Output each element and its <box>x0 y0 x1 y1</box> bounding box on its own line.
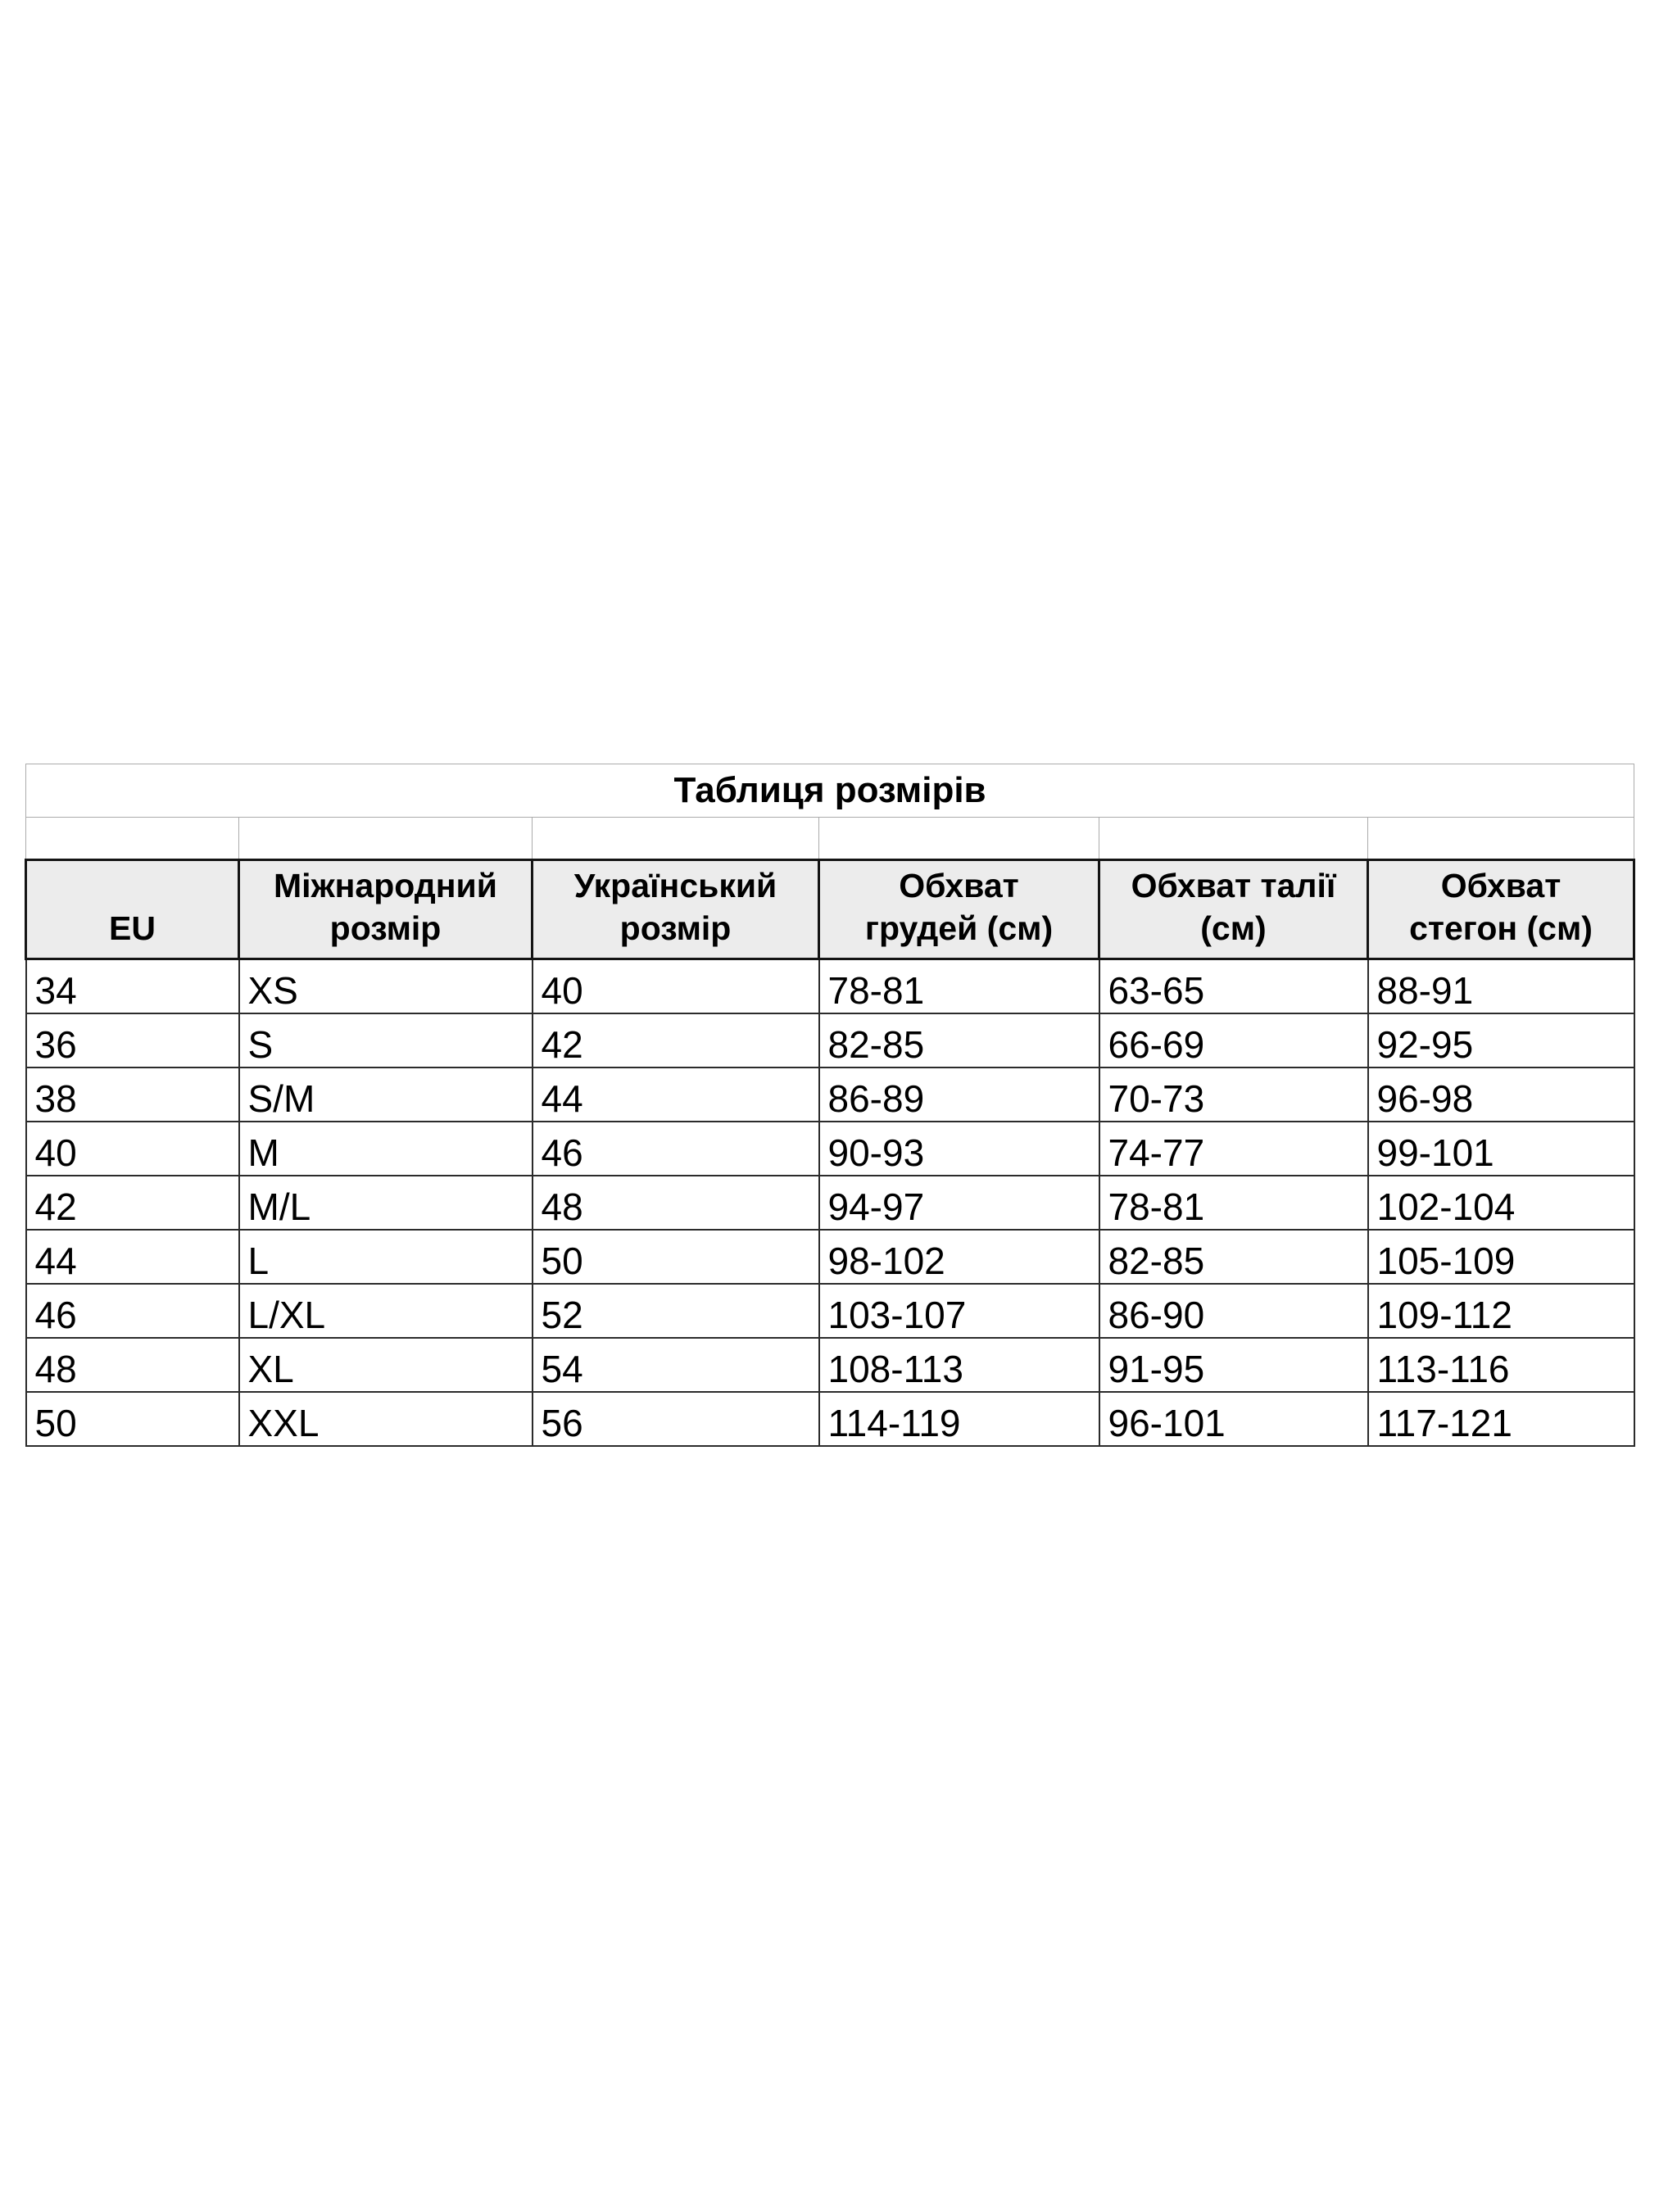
header-line: Обхват <box>899 867 1019 904</box>
size-table <box>25 764 1635 1447</box>
cell-waist: 82-85 <box>1099 1230 1368 1284</box>
cell-ukrainian-size: 46 <box>533 1122 819 1176</box>
size-row <box>26 1230 1634 1284</box>
cell-waist: 96-101 <box>1099 1392 1368 1446</box>
cell-international-size: S/M <box>239 1067 533 1122</box>
cell-hips: 92-95 <box>1368 1013 1634 1067</box>
spacer-cell <box>239 818 533 860</box>
cell-waist: 78-81 <box>1099 1176 1368 1230</box>
header-international-size <box>239 860 533 959</box>
header-line: Обхват <box>1440 867 1562 904</box>
cell-chest: 90-93 <box>819 1122 1099 1176</box>
cell-hips: 117-121 <box>1368 1392 1634 1446</box>
cell-chest: 94-97 <box>819 1176 1099 1230</box>
size-row <box>26 1067 1634 1122</box>
header-waist <box>1099 860 1368 959</box>
cell-waist: 86-90 <box>1099 1284 1368 1338</box>
cell-eu: 46 <box>26 1284 239 1338</box>
cell-chest: 114-119 <box>819 1392 1099 1446</box>
cell-chest: 108-113 <box>819 1338 1099 1392</box>
cell-ukrainian-size: 52 <box>533 1284 819 1338</box>
cell-hips: 113-116 <box>1368 1338 1634 1392</box>
cell-waist: 70-73 <box>1099 1067 1368 1122</box>
cell-international-size: XXL <box>239 1392 533 1446</box>
cell-eu: 44 <box>26 1230 239 1284</box>
spacer-cell <box>819 818 1099 860</box>
size-row <box>26 1122 1634 1176</box>
cell-chest: 82-85 <box>819 1013 1099 1067</box>
cell-eu: 48 <box>26 1338 239 1392</box>
cell-eu: 50 <box>26 1392 239 1446</box>
cell-ukrainian-size: 54 <box>533 1338 819 1392</box>
cell-eu: 40 <box>26 1122 239 1176</box>
spacer-cell <box>1099 818 1368 860</box>
cell-hips: 109-112 <box>1368 1284 1634 1338</box>
header-line: (см) <box>1200 909 1267 947</box>
spacer-cell <box>26 818 239 860</box>
table-title-row <box>26 764 1634 818</box>
cell-international-size: M/L <box>239 1176 533 1230</box>
header-line: Міжнародний <box>274 867 497 904</box>
size-row <box>26 1013 1634 1067</box>
size-row <box>26 1284 1634 1338</box>
cell-hips: 96-98 <box>1368 1067 1634 1122</box>
cell-chest: 78-81 <box>819 959 1099 1013</box>
cell-chest: 86-89 <box>819 1067 1099 1122</box>
cell-chest: 103-107 <box>819 1284 1099 1338</box>
cell-international-size: L <box>239 1230 533 1284</box>
size-row <box>26 1392 1634 1446</box>
header-hips <box>1368 860 1634 959</box>
header-eu <box>26 860 239 959</box>
header-line: розмір <box>329 909 442 947</box>
cell-ukrainian-size: 48 <box>533 1176 819 1230</box>
cell-ukrainian-size: 50 <box>533 1230 819 1284</box>
cell-waist: 74-77 <box>1099 1122 1368 1176</box>
header-line: Обхват талії <box>1131 867 1336 904</box>
size-row <box>26 959 1634 1013</box>
cell-eu: 36 <box>26 1013 239 1067</box>
size-row <box>26 1176 1634 1230</box>
cell-ukrainian-size: 40 <box>533 959 819 1013</box>
cell-eu: 42 <box>26 1176 239 1230</box>
cell-hips: 102-104 <box>1368 1176 1634 1230</box>
cell-international-size: L/XL <box>239 1284 533 1338</box>
cell-chest: 98-102 <box>819 1230 1099 1284</box>
cell-international-size: XS <box>239 959 533 1013</box>
cell-ukrainian-size: 44 <box>533 1067 819 1122</box>
header-ukrainian-size <box>533 860 819 959</box>
header-line: Український <box>573 867 777 904</box>
header-line: розмір <box>619 909 732 947</box>
cell-international-size: M <box>239 1122 533 1176</box>
cell-hips: 99-101 <box>1368 1122 1634 1176</box>
header-line: EU <box>109 909 156 947</box>
cell-hips: 105-109 <box>1368 1230 1634 1284</box>
cell-ukrainian-size: 42 <box>533 1013 819 1067</box>
cell-waist: 66-69 <box>1099 1013 1368 1067</box>
header-line: стегон (см) <box>1409 909 1593 947</box>
table-title: Таблиця розмірів <box>26 764 1634 818</box>
cell-waist: 63-65 <box>1099 959 1368 1013</box>
header-row <box>26 860 1634 959</box>
spacer-row <box>26 818 1634 860</box>
header-chest <box>819 860 1099 959</box>
cell-eu: 38 <box>26 1067 239 1122</box>
cell-ukrainian-size: 56 <box>533 1392 819 1446</box>
size-row <box>26 1338 1634 1392</box>
cell-international-size: S <box>239 1013 533 1067</box>
spacer-cell <box>1368 818 1634 860</box>
spacer-cell <box>533 818 819 860</box>
cell-international-size: XL <box>239 1338 533 1392</box>
cell-waist: 91-95 <box>1099 1338 1368 1392</box>
cell-eu: 34 <box>26 959 239 1013</box>
header-line: грудей (см) <box>864 909 1054 947</box>
cell-hips: 88-91 <box>1368 959 1634 1013</box>
